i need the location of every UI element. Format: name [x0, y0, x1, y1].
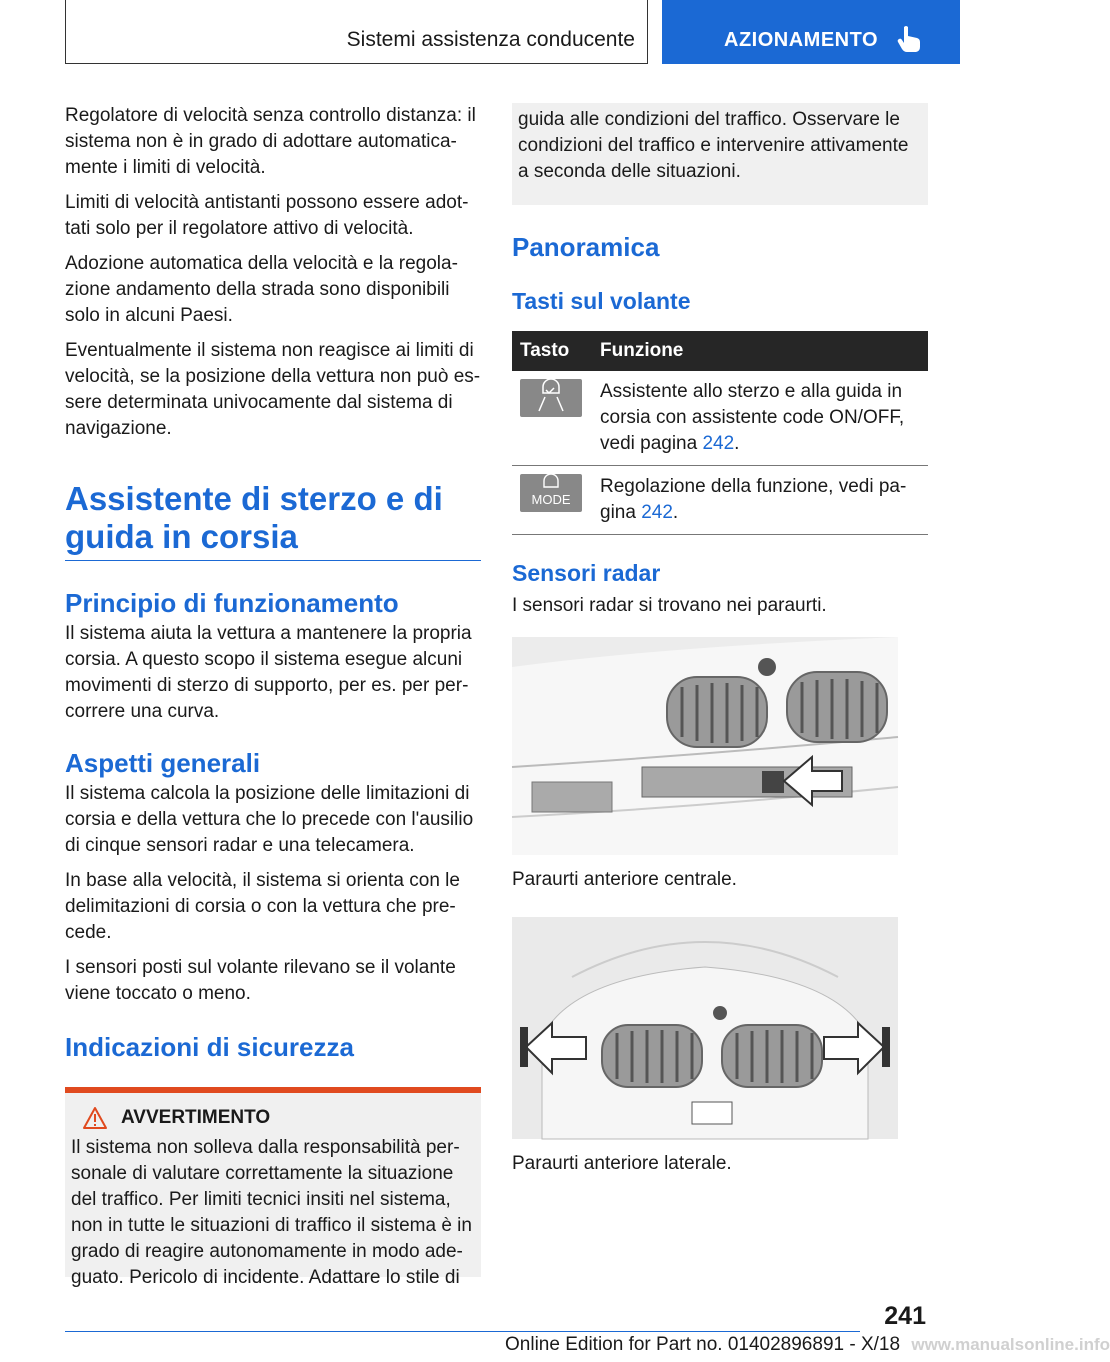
mode-key-icon — [520, 474, 582, 512]
footer-divider — [65, 1331, 860, 1332]
subsection-heading-sensori: Sensori radar — [512, 560, 661, 586]
section-heading-sicurezza: Indicazioni di sicurezza — [65, 1032, 354, 1062]
lane-assist-key-icon — [520, 379, 582, 417]
car-front-side-illustration — [512, 917, 898, 1139]
paragraph: Eventualmente il sistema non reagisce ai limiti di velocità, se la posizione della vettura non può es-sere determinata univocamente dal sistema di navigazione. — [65, 340, 481, 439]
paragraph: In base alla velocità, il sistema si orienta con le delimitazioni di corsia o con la vettura che pre-cede. — [65, 870, 460, 943]
subsection-heading-tasti: Tasti sul volante — [512, 288, 691, 314]
table-header-key: Tasto — [512, 331, 592, 371]
figure-caption: Paraurti anteriore laterale. — [512, 1153, 732, 1174]
paragraph: Adozione automatica della velocità e la regola-zione andamento della strada sono disponibili solo in alcuni Paesi. — [65, 253, 458, 326]
header-chapter-title: AZIONAMENTO — [724, 29, 879, 51]
warning-continuation-text: guida alle condizioni del traffico. Osservare le condizioni del traffico e intervenire attivamente a seconda delle situazioni. — [518, 109, 909, 182]
page-link[interactable]: 242 — [702, 433, 735, 454]
footer-edition: Online Edition for Part no. 01402896891 - X/18 www.manualsonline.info — [505, 1334, 1110, 1355]
table-header-function: Funzione — [592, 331, 928, 371]
warning-text: Il sistema non solleva dalla responsabilità per-sonale di valutare correttamente la situazione del traffico. Per limiti tecnici insiti nel sistema, non in tutte le situazioni di traffico il sistema è in grado di reagire autonomamente in modo ade-guato. Pericolo di incidente. Adattare lo stile di — [71, 1137, 472, 1288]
left-column — [65, 103, 481, 1288]
table-cell-function: Regolazione della funzione, vedi pa-gina 242. — [592, 466, 928, 535]
warning-continuation-box — [512, 103, 928, 205]
paragraph: I sensori radar si trovano nei paraurti. — [512, 595, 827, 616]
warning-label: AVVERTIMENTO — [121, 1107, 271, 1128]
page-number: 241 — [884, 1302, 926, 1330]
pointing-hand-icon — [898, 25, 922, 53]
figure-front-bumper-center — [512, 637, 898, 855]
paragraph: Il sistema aiuta la vettura a mantenere la propria corsia. A questo scopo il sistema esegue alcuni movimenti di sterzo di supporto, per es. per per-correre una curva. — [65, 623, 472, 722]
header-section-box — [65, 0, 648, 64]
footer-watermark: www.manualsonline.info — [911, 1335, 1110, 1354]
table-cell-key — [512, 371, 592, 466]
keys-table — [512, 331, 928, 535]
chapter-heading: Assistente di sterzo e di guida in corsia — [65, 480, 443, 555]
table-cell-key — [512, 466, 592, 535]
header-chapter-box — [662, 0, 960, 64]
figure-front-bumper-side — [512, 917, 898, 1139]
paragraph: Limiti di velocità antistanti possono essere adot-tati solo per il regolatore attivo di velocità. — [65, 192, 469, 239]
table-header-row — [512, 331, 928, 371]
paragraph: Regolatore di velocità senza controllo distanza: il sistema non è in grado di adottare automatica-mente i limiti di velocità. — [65, 105, 476, 178]
paragraph: I sensori posti sul volante rilevano se il volante viene toccato o meno. — [65, 957, 456, 1004]
warning-title — [71, 1107, 477, 1129]
figure-caption: Paraurti anteriore centrale. — [512, 869, 737, 890]
section-heading-panoramica: Panoramica — [512, 232, 660, 262]
warning-box — [65, 1087, 481, 1288]
page-link[interactable]: 242 — [641, 502, 673, 523]
table-row — [512, 371, 928, 466]
table-cell-function: Assistente allo sterzo e alla guida in corsia con assistente code ON/OFF, vedi pagina 242. — [592, 371, 928, 466]
car-front-center-illustration — [512, 637, 898, 855]
warning-triangle-icon — [83, 1107, 107, 1129]
right-column — [512, 103, 928, 1175]
table-row — [512, 466, 928, 535]
section-heading-aspetti: Aspetti generali — [65, 748, 261, 778]
paragraph: Il sistema calcola la posizione delle limitazioni di corsia e della vettura che lo precede con l'ausilio di cinque sensori radar e una telecamera. — [65, 783, 474, 856]
mode-key-label: MODE — [531, 492, 571, 507]
chapter-heading-wrap — [65, 480, 481, 561]
section-heading-principio: Principio di funzionamento — [65, 588, 399, 618]
header-section-title: Sistemi assistenza conducente — [346, 28, 635, 51]
